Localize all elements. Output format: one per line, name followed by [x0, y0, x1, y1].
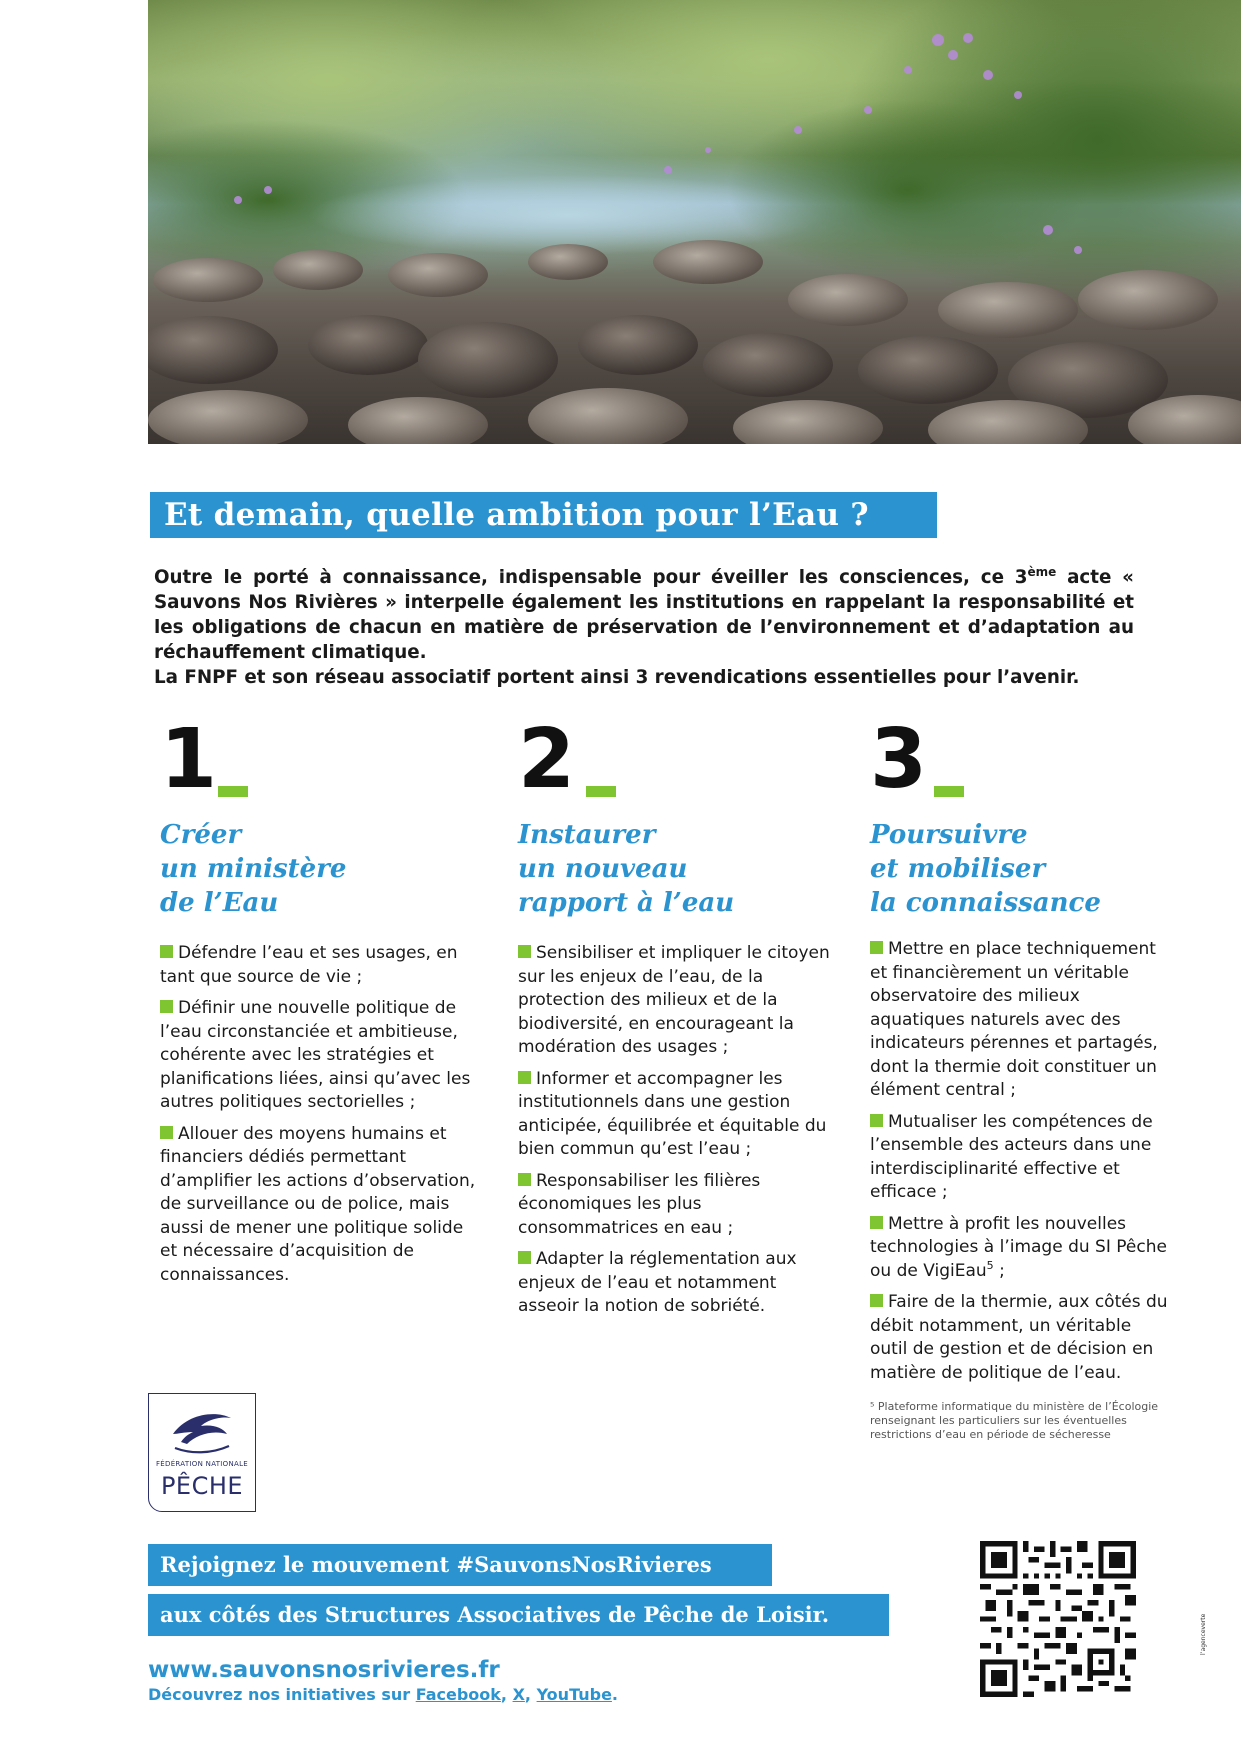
- demand-title: [518, 818, 838, 920]
- intro-p1-sup: ème: [1027, 565, 1057, 579]
- demand-title-line: Poursuivre: [870, 820, 1028, 850]
- green-square-bullet-icon: [870, 1294, 883, 1307]
- list-item-end: ;: [993, 1260, 1005, 1281]
- green-square-bullet-icon: [870, 1114, 883, 1127]
- list-item: [870, 1111, 1170, 1205]
- website-link[interactable]: www.sauvonsnosrivieres.fr: [148, 1657, 500, 1683]
- list-item-text: Mettre en place techniquement et financièrement un véritable observatoire des milieux aquatiques naturels avec des indicateurs pérennes et partagés, dont la thermie doit constituer un élément central ;: [870, 939, 1158, 1100]
- demand-number: 1: [160, 712, 216, 807]
- social-links-line: [148, 1684, 618, 1706]
- demand-title: [160, 818, 480, 920]
- green-square-bullet-icon: [870, 941, 883, 954]
- qr-code-icon[interactable]: [980, 1541, 1136, 1697]
- green-square-bullet-icon: [518, 1173, 531, 1186]
- demand-title-line: Créer: [160, 820, 242, 850]
- demand-column-1: [160, 712, 480, 1295]
- facebook-link[interactable]: Facebook: [415, 1685, 501, 1704]
- intro-p1-before: Outre le porté à connaissance, indispensable pour éveiller les consciences, ce 3: [154, 567, 1028, 588]
- list-item-text: Défendre l’eau et ses usages, en tant que source de vie ;: [160, 943, 458, 987]
- social-prefix: Découvrez nos initiatives sur: [148, 1685, 416, 1704]
- list-item-text: Mutualiser les compétences de l’ensemble des acteurs dans une interdisciplinarité effective et efficace ;: [870, 1111, 1153, 1202]
- fish-logo-icon: [167, 1404, 237, 1460]
- demand-list: [160, 942, 480, 1287]
- list-item: [160, 942, 480, 989]
- list-item-text: Responsabiliser les filières économiques les plus consommatrices en eau ;: [518, 1170, 761, 1238]
- x-link[interactable]: X: [512, 1685, 525, 1704]
- demand-title-line: de l’Eau: [160, 888, 279, 918]
- demand-title: [870, 818, 1170, 920]
- hero-photo: [148, 0, 1241, 444]
- list-item: [870, 1213, 1170, 1284]
- green-square-bullet-icon: [870, 1216, 883, 1229]
- logo-name: PÊCHE: [160, 1472, 244, 1500]
- separator: ,: [524, 1685, 537, 1704]
- demand-number: 2: [518, 712, 574, 807]
- fnpf-logo: [148, 1393, 256, 1512]
- list-item: [160, 1123, 480, 1288]
- green-square-bullet-icon: [518, 945, 531, 958]
- list-item-text: Allouer des moyens humains et financiers dédiés permettant d’amplifier les actions d’observation, de surveillance ou de police, mais aussi de mener une politique solide et nécessaire d’acquisition de connaissances.: [160, 1123, 476, 1285]
- footnote-ref: 5: [986, 1258, 994, 1272]
- demand-title-line: un ministère: [160, 854, 347, 884]
- youtube-link[interactable]: YouTube: [536, 1685, 612, 1704]
- green-dash: [934, 786, 964, 797]
- list-item: [870, 938, 1170, 1103]
- separator: ,: [500, 1685, 513, 1704]
- green-square-bullet-icon: [160, 1126, 173, 1139]
- green-square-bullet-icon: [160, 1000, 173, 1013]
- join-movement-banner: Rejoignez le mouvement #SauvonsNosRivieres: [148, 1544, 772, 1586]
- river-landscape-image: [148, 0, 1241, 444]
- agency-credit: l’agenceverte: [1200, 1613, 1207, 1655]
- demand-column-2: [518, 712, 838, 1327]
- demand-column-3: [870, 712, 1170, 1393]
- list-item: [518, 1170, 838, 1241]
- intro-p1-after: acte « Sauvons Nos Rivières » interpelle également les institutions en rappelant la responsabilité et les obligations de chacun en matière de préservation de l’environnement et d’adaptation au réchauffement climatique.: [154, 567, 1134, 663]
- green-square-bullet-icon: [518, 1071, 531, 1084]
- demand-title-line: et mobiliser: [870, 854, 1046, 884]
- list-item-text: Adapter la réglementation aux enjeux de l’eau et notamment asseoir la notion de sobriété.: [518, 1249, 797, 1316]
- social-suffix: .: [611, 1685, 618, 1704]
- green-dash: [586, 786, 616, 797]
- section-title: Et demain, quelle ambition pour l’Eau ?: [150, 492, 937, 538]
- list-item: [870, 1291, 1170, 1385]
- list-item-text: Sensibiliser et impliquer le citoyen sur les enjeux de l’eau, de la protection des milieux et de la biodiversité, en encourageant la modération des usages ;: [518, 943, 830, 1057]
- footnote: ⁵ Plateforme informatique du ministère de l’Écologie renseignant les particuliers sur les éventuelles restrictions d’eau en période de sécheresse: [870, 1400, 1159, 1441]
- intro-p2: La FNPF et son réseau associatif portent ainsi 3 revendications essentielles pour l’avenir.: [154, 667, 1080, 688]
- intro-text: [154, 565, 1134, 690]
- list-item-text: Mettre à profit les nouvelles technologies à l’image du SI Pêche ou de VigiEau: [870, 1213, 1167, 1281]
- demand-title-line: rapport à l’eau: [518, 888, 735, 918]
- list-item: [518, 1248, 838, 1319]
- demand-title-line: Instaurer: [518, 820, 656, 850]
- associations-banner: aux côtés des Structures Associatives de Pêche de Loisir.: [148, 1594, 889, 1636]
- list-item-text: Définir une nouvelle politique de l’eau circonstanciée et ambitieuse, cohérente avec les stratégies et planifications liées, ainsi qu’avec les autres politiques sectorielles ;: [160, 998, 471, 1112]
- green-square-bullet-icon: [160, 945, 173, 958]
- list-item: [518, 942, 838, 1060]
- list-item: [518, 1068, 838, 1162]
- green-square-bullet-icon: [518, 1251, 531, 1264]
- list-item-text: Informer et accompagner les institutionnels dans une gestion anticipée, équilibrée et équitable du bien commun qu’est l’eau ;: [518, 1068, 827, 1159]
- logo-subtitle: FÉDÉRATION NATIONALE: [155, 1460, 249, 1468]
- list-item-text: Faire de la thermie, aux côtés du débit notamment, un véritable outil de gestion et de décision en matière de politique de l’eau.: [870, 1292, 1168, 1383]
- demand-list: [518, 942, 838, 1319]
- demand-number: 3: [870, 712, 926, 807]
- demand-list: [870, 938, 1170, 1385]
- demand-title-line: la connaissance: [870, 888, 1101, 918]
- green-dash: [218, 786, 248, 797]
- demand-title-line: un nouveau: [518, 854, 688, 884]
- list-item: [160, 997, 480, 1115]
